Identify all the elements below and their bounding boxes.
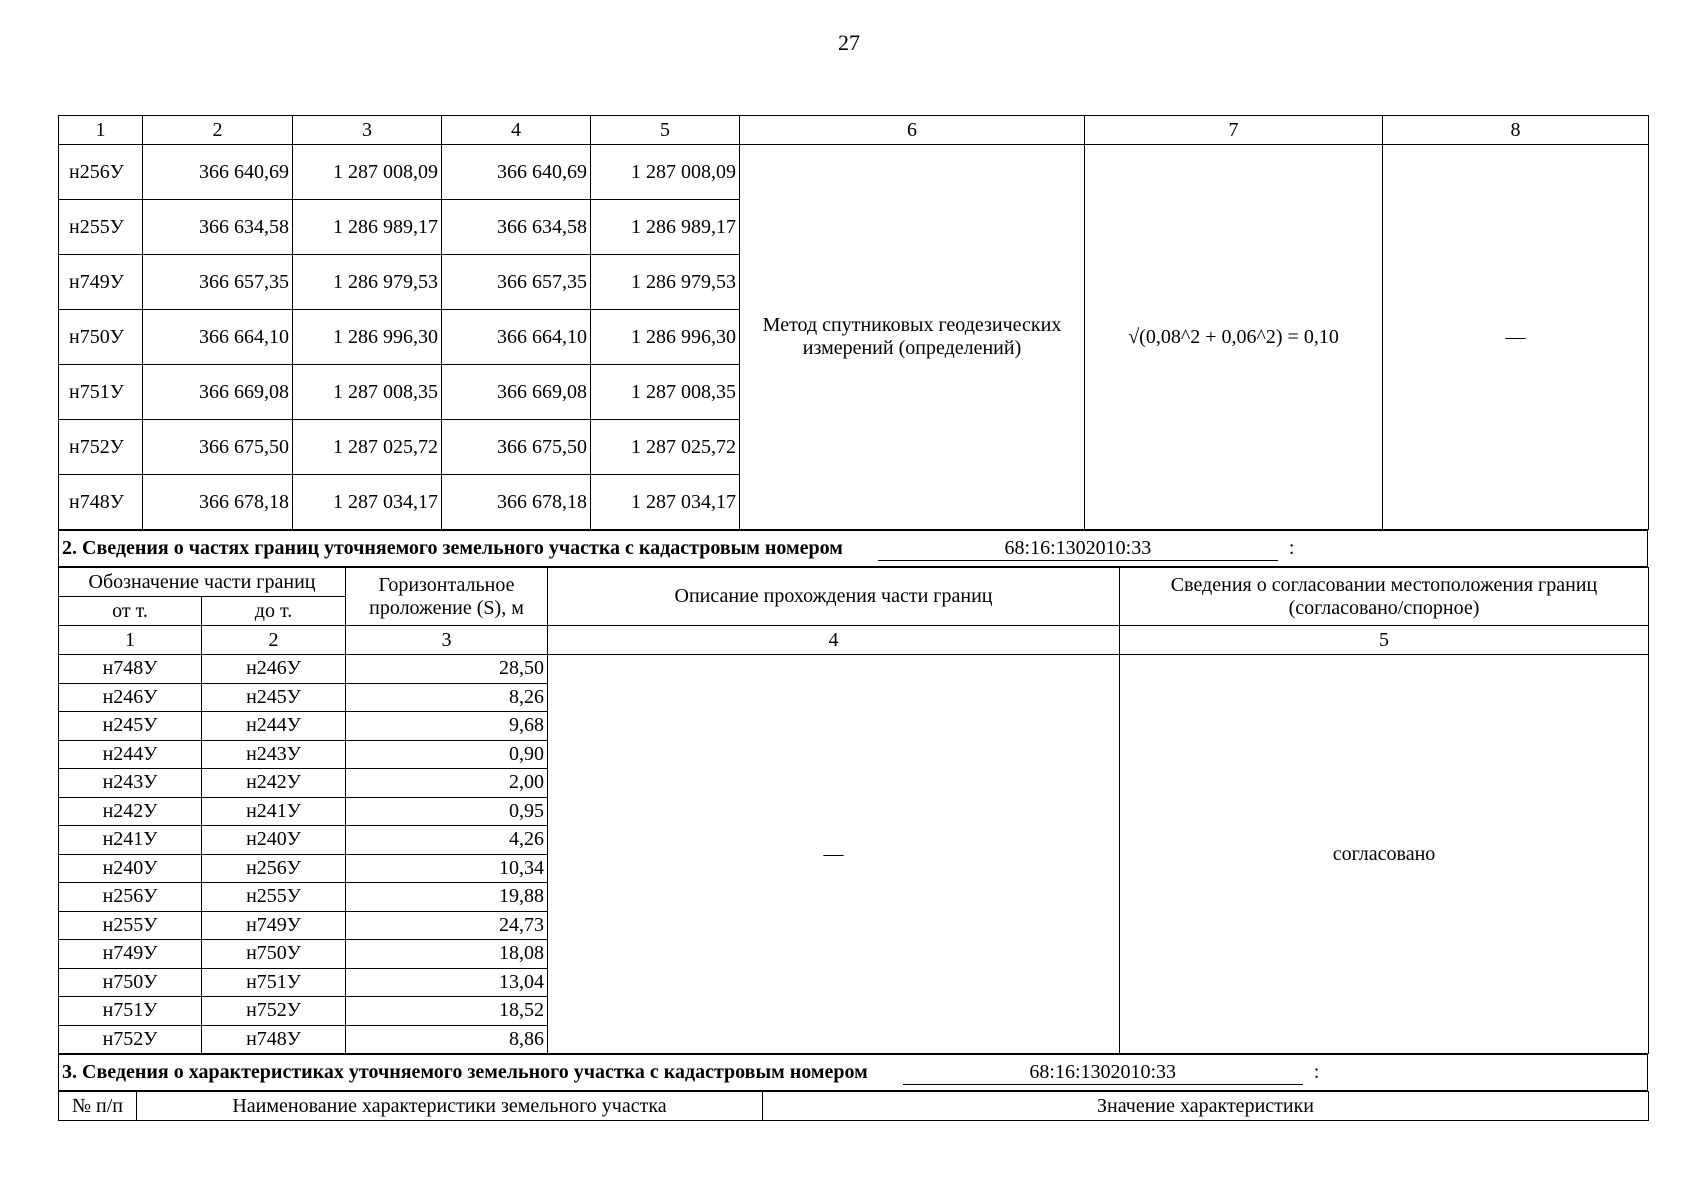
document-sheet [58,115,1648,1121]
from-point-cell: н256У [59,883,202,912]
boundary-col-number-3: 3 [346,626,548,655]
to-point-cell: н752У [202,997,346,1026]
characteristic-name-header: Наименование характеристики земельного участка [137,1092,763,1121]
x-coordinate-cell: 366 657,35 [143,255,293,310]
from-point-cell: н748У [59,655,202,684]
horizontal-distance-cell: 18,08 [346,940,548,969]
section-2-title: 2. Сведения о частях границ уточняемого земельного участка с кадастровым номером [62,536,843,559]
to-point-header: до т. [202,597,346,626]
point-name-cell: н749У [59,255,143,310]
to-point-cell: н751У [202,968,346,997]
boundary-col-number-1: 1 [59,626,202,655]
horizontal-distance-cell: 24,73 [346,911,548,940]
y-coordinate-cell: 1 286 979,53 [293,255,442,310]
x-coordinate-cell: 366 640,69 [143,145,293,200]
measurement-method-cell: Метод спутниковых геодезических измерений (определений) [740,145,1085,530]
horizontal-distance-cell: 4,26 [346,826,548,855]
x-coordinate-cell: 366 675,50 [143,420,293,475]
x-coordinate-cell: 366 678,18 [143,475,293,530]
from-point-cell: н243У [59,769,202,798]
point-name-cell: н750У [59,310,143,365]
point-name-cell: н751У [59,365,143,420]
characteristics-header-row [59,1092,1649,1121]
boundary-row [59,655,1649,684]
coordinates-header-row [59,116,1649,145]
column-8-value-cell: — [1383,145,1649,530]
section-3-heading [59,1055,1648,1091]
to-point-cell: н255У [202,883,346,912]
section-3-colon: : [1313,1060,1320,1083]
horizontal-distance-cell: 19,88 [346,883,548,912]
x-existing-cell: 366 640,69 [442,145,591,200]
y-coordinate-cell: 1 287 034,17 [293,475,442,530]
y-existing-cell: 1 287 008,09 [591,145,740,200]
section-2-heading-table [58,530,1648,567]
x-existing-cell: 366 634,58 [442,200,591,255]
from-point-cell: н752У [59,1025,202,1054]
point-name-cell: н256У [59,145,143,200]
x-coordinate-cell: 366 669,08 [143,365,293,420]
x-coordinate-cell: 366 664,10 [143,310,293,365]
to-point-cell: н246У [202,655,346,684]
section-2-colon: : [1288,536,1295,559]
boundary-col-number-5: 5 [1120,626,1649,655]
boundary-number-row [59,626,1649,655]
to-point-cell: н241У [202,797,346,826]
horizontal-distance-cell: 2,00 [346,769,548,798]
y-coordinate-cell: 1 286 989,17 [293,200,442,255]
col-number-3: 3 [293,116,442,145]
y-existing-cell: 1 287 034,17 [591,475,740,530]
to-point-cell: н750У [202,940,346,969]
to-point-cell: н748У [202,1025,346,1054]
col-number-2: 2 [143,116,293,145]
from-point-cell: н245У [59,712,202,741]
characteristic-value-header: Значение характеристики [763,1092,1649,1121]
page-number: 27 [838,30,860,55]
from-point-cell: н242У [59,797,202,826]
x-existing-cell: 366 657,35 [442,255,591,310]
horizontal-distance-cell: 28,50 [346,655,548,684]
boundary-col-number-2: 2 [202,626,346,655]
to-point-cell: н240У [202,826,346,855]
from-point-cell: н750У [59,968,202,997]
point-name-cell: н255У [59,200,143,255]
y-coordinate-cell: 1 287 025,72 [293,420,442,475]
from-point-cell: н751У [59,997,202,1026]
section-2-cadastral-number: 68:16:1302010:33 [878,537,1278,561]
y-existing-cell: 1 286 989,17 [591,200,740,255]
accuracy-formula-cell: √(0,08^2 + 0,06^2) = 0,10 [1085,145,1383,530]
y-coordinate-cell: 1 287 008,09 [293,145,442,200]
boundary-description-cell: — [548,655,1120,1054]
from-point-cell: н255У [59,911,202,940]
horizontal-distance-cell: 0,90 [346,740,548,769]
boundary-part-header: Обозначение части границ [59,568,346,597]
coordinate-row [59,145,1649,200]
to-point-cell: н242У [202,769,346,798]
x-coordinate-cell: 366 634,58 [143,200,293,255]
horizontal-distance-cell: 9,68 [346,712,548,741]
x-existing-cell: 366 675,50 [442,420,591,475]
boundary-parts-table [58,567,1649,1054]
coordinates-table [58,115,1649,530]
y-existing-cell: 1 286 979,53 [591,255,740,310]
from-point-cell: н246У [59,683,202,712]
horizontal-distance-cell: 8,86 [346,1025,548,1054]
characteristics-table [58,1091,1649,1121]
y-existing-cell: 1 286 996,30 [591,310,740,365]
col-number-8: 8 [1383,116,1649,145]
point-name-cell: н748У [59,475,143,530]
y-existing-cell: 1 287 008,35 [591,365,740,420]
col-number-4: 4 [442,116,591,145]
horizontal-distance-cell: 13,04 [346,968,548,997]
boundary-description-header: Описание прохождения части границ [548,568,1120,626]
y-coordinate-cell: 1 286 996,30 [293,310,442,365]
boundary-agreement-cell: согласовано [1120,655,1649,1054]
x-existing-cell: 366 669,08 [442,365,591,420]
horizontal-distance-cell: 18,52 [346,997,548,1026]
from-point-cell: н749У [59,940,202,969]
to-point-cell: н243У [202,740,346,769]
to-point-cell: н256У [202,854,346,883]
section-3-title: 3. Сведения о характеристиках уточняемого земельного участка с кадастровым номером [62,1060,868,1083]
from-point-cell: н244У [59,740,202,769]
col-number-1: 1 [59,116,143,145]
from-point-cell: н240У [59,854,202,883]
horizontal-distance-cell: 10,34 [346,854,548,883]
y-existing-cell: 1 287 025,72 [591,420,740,475]
x-existing-cell: 366 664,10 [442,310,591,365]
col-number-5: 5 [591,116,740,145]
x-existing-cell: 366 678,18 [442,475,591,530]
col-number-7: 7 [1085,116,1383,145]
col-number-6: 6 [740,116,1085,145]
boundary-header-row-1 [59,568,1649,597]
from-point-cell: н241У [59,826,202,855]
horizontal-distance-cell: 8,26 [346,683,548,712]
section-2-heading [59,531,1648,567]
boundary-agreement-header: Сведения о согласовании местоположения границ (согласовано/спорное) [1120,568,1649,626]
boundary-col-number-4: 4 [548,626,1120,655]
point-name-cell: н752У [59,420,143,475]
section-3-cadastral-number: 68:16:1302010:33 [903,1061,1303,1085]
to-point-cell: н244У [202,712,346,741]
horizontal-distance-cell: 0,95 [346,797,548,826]
item-number-header: № п/п [59,1092,137,1121]
y-coordinate-cell: 1 287 008,35 [293,365,442,420]
from-point-header: от т. [59,597,202,626]
to-point-cell: н749У [202,911,346,940]
to-point-cell: н245У [202,683,346,712]
section-3-heading-table [58,1054,1648,1091]
horizontal-distance-header: Горизонтальное проложение (S), м [346,568,548,626]
